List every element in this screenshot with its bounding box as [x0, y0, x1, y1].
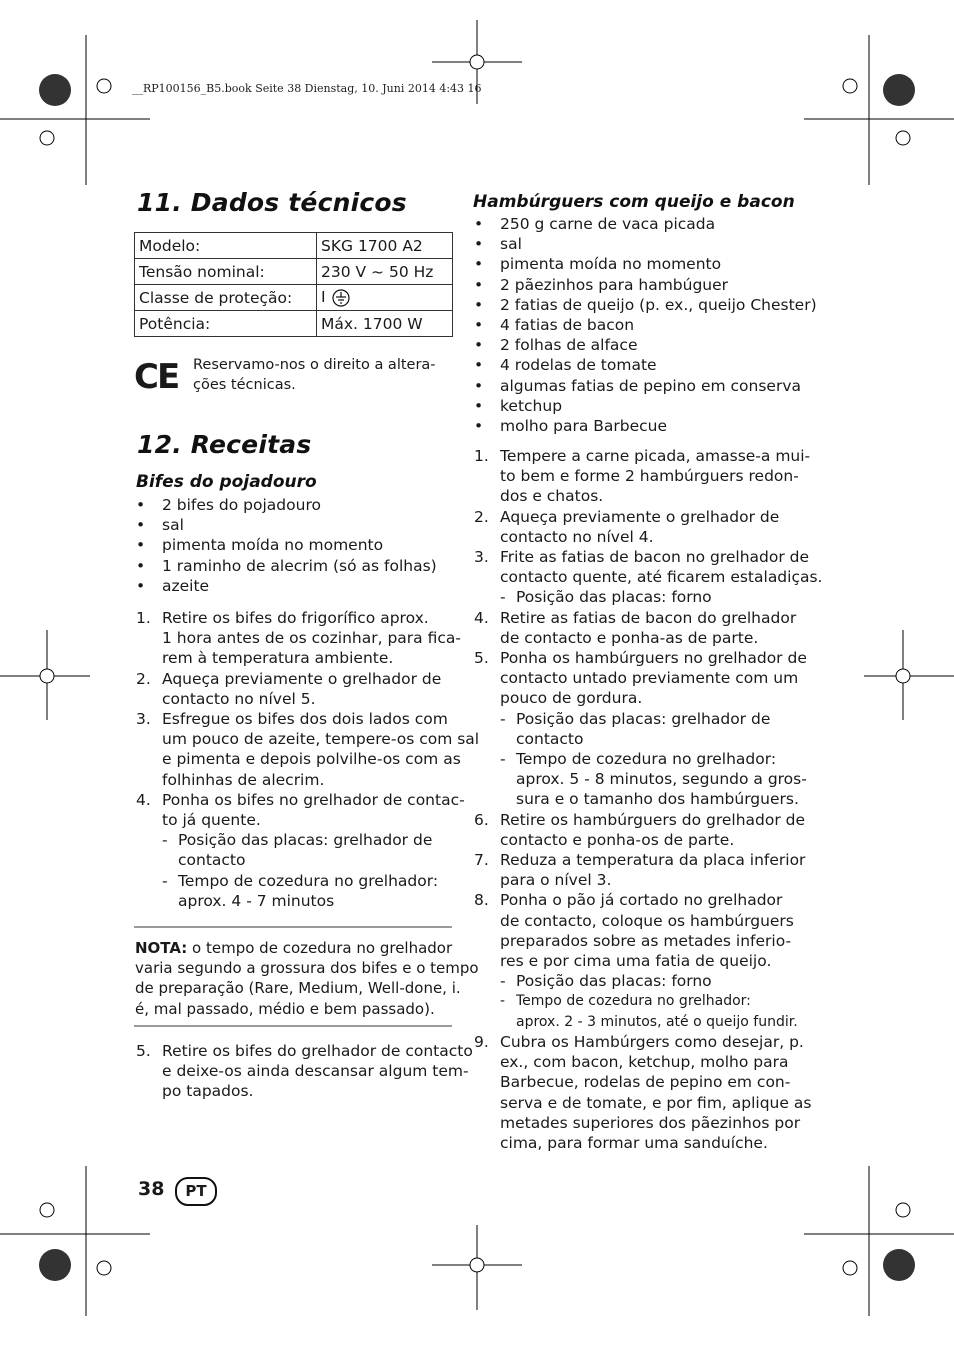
- list-item: • 2 folhas de alface: [474, 335, 817, 355]
- step-line: para o nível 3.: [500, 871, 612, 890]
- step-number: 3.: [474, 548, 489, 567]
- step-item: [136, 669, 479, 709]
- step-line: metades superiores dos pãezinhos por: [500, 1113, 801, 1132]
- hamburgers-ingredients: [474, 214, 817, 436]
- hamburgers-title: Hambúrguers com queijo e bacon: [473, 192, 795, 212]
- step-item: [474, 608, 822, 648]
- step-line: po tapados.: [162, 1082, 254, 1101]
- spec-value-cell: [317, 285, 453, 311]
- step-number: 9.: [474, 1032, 489, 1051]
- step-line: Tempere a carne picada, amasse-a mui-: [500, 447, 811, 465]
- step-number: 7.: [474, 851, 489, 870]
- step-line: Retire os bifes do grelhador de contacto: [162, 1042, 473, 1060]
- sub-step: - Posição das placas: forno: [500, 971, 822, 991]
- spec-row: [135, 259, 453, 285]
- list-item: • 250 g carne de vaca picada: [474, 214, 817, 234]
- sub-step-line: Tempo de cozedura no grelhador:: [178, 871, 439, 890]
- step-line: Reduza a temperatura da placa inferior: [500, 851, 806, 870]
- list-item: • azeite: [136, 576, 437, 596]
- reservation-line: Reservamo-nos o direito a altera-: [193, 357, 436, 373]
- list-item: • 2 pãezinhos para hambúguer: [474, 275, 817, 295]
- list-item: • 2 bifes do pojadouro: [136, 495, 437, 515]
- list-item: • 4 fatias de bacon: [474, 315, 817, 335]
- spec-label: Classe de proteção:: [135, 285, 317, 311]
- language-badge: PT: [175, 1177, 217, 1206]
- step-item: [474, 890, 822, 1031]
- file-info-header: __RP100156_B5.book Seite 38 Dienstag, 10. Juni 2014 4:43 16: [132, 82, 482, 95]
- step-line: pouco de gordura.: [500, 689, 643, 708]
- list-item: • pimenta moída no momento: [474, 254, 817, 274]
- list-item: • molho para Barbecue: [474, 416, 817, 436]
- step-number: 2.: [136, 669, 151, 688]
- step-item: [474, 446, 822, 507]
- step-number: 2.: [474, 507, 489, 526]
- sub-step: - Posição das placas: forno: [500, 587, 822, 607]
- step-number: 1.: [474, 447, 489, 465]
- note-line: o tempo de cozedura no grelhador: [192, 939, 453, 957]
- step-line: Ponha os hambúrguers no grelhador de: [500, 649, 807, 668]
- step-number: 3.: [136, 710, 151, 729]
- step-item: [474, 547, 822, 608]
- sub-step-line: Tempo de cozedura no grelhador:: [516, 750, 777, 769]
- step-line: rem à temperatura ambiente.: [162, 649, 394, 668]
- reservation-note: [193, 355, 436, 395]
- sub-step-line: aprox. 5 - 8 minutos, segundo a gros-: [516, 770, 807, 789]
- step-item: [474, 850, 822, 890]
- step-line: Frite as fatias de bacon no grelhador de: [500, 548, 810, 567]
- step-number: 1.: [136, 609, 151, 627]
- note-line: de preparação (Rare, Medium, Well-done, i.: [135, 979, 461, 998]
- sub-step-line: sura e o tamanho dos hambúrguers.: [516, 790, 799, 809]
- step-line: e deixe-os ainda descansar algum tem-: [162, 1062, 469, 1081]
- step-number: 5.: [136, 1042, 151, 1060]
- sub-step: - Tempo de cozedura no grelhador: aprox. 2 - 3 minutos, até o queijo fundir.: [500, 991, 822, 1031]
- note-box: [135, 938, 479, 1019]
- spec-label: Potência:: [135, 311, 317, 337]
- list-item: • 2 fatias de queijo (p. ex., queijo Chester): [474, 295, 817, 315]
- step-line: Aqueça previamente o grelhador de: [500, 507, 780, 526]
- step-line: res e por cima uma fatia de queijo.: [500, 952, 772, 971]
- section-12-title: 12. Receitas: [137, 430, 312, 459]
- sub-step-line: Posição das placas: grelhador de: [516, 709, 771, 728]
- sub-step-line: Posição das placas: grelhador de: [178, 831, 433, 850]
- step-line: Barbecue, rodelas de pepino em con-: [500, 1073, 791, 1092]
- step-line: Aqueça previamente o grelhador de: [162, 669, 442, 688]
- step-line: Ponha o pão já cortado no grelhador: [500, 891, 783, 910]
- step-item: [474, 507, 822, 547]
- step-item: [474, 810, 822, 850]
- spec-value: Máx. 1700 W: [317, 311, 453, 337]
- list-item: • ketchup: [474, 396, 817, 416]
- step-number: 6.: [474, 810, 489, 829]
- list-item: • pimenta moída no momento: [136, 535, 437, 555]
- step-item: [136, 709, 479, 790]
- step-line: Retire os bifes do frigorífico aprox.: [162, 609, 429, 627]
- spec-row: [135, 233, 453, 259]
- spec-label: Tensão nominal:: [135, 259, 317, 285]
- step-item: [474, 648, 822, 810]
- bifes-steps: [136, 608, 479, 911]
- step-line: dos e chatos.: [500, 487, 604, 506]
- spec-row: [135, 285, 453, 311]
- step-line: to bem e forme 2 hambúrguers redon-: [500, 467, 799, 486]
- step-number: 4.: [136, 790, 151, 809]
- step-line: contacto untado previamente com um: [500, 669, 799, 688]
- page-number: 38: [138, 1178, 165, 1200]
- ce-mark-icon: CE: [134, 357, 179, 397]
- step-line: to já quente.: [162, 811, 261, 830]
- step-line: de contacto, coloque os hambúrguers: [500, 911, 794, 930]
- step-line: Esfregue os bifes dos dois lados com: [162, 710, 448, 729]
- step-line: Cubra os Hambúrgers como desejar, p.: [500, 1032, 804, 1051]
- step-line: 1 hora antes de os cozinhar, para fica-: [162, 629, 461, 648]
- spec-value: 230 V ~ 50 Hz: [317, 259, 453, 285]
- bifes-ingredients: [136, 495, 437, 596]
- step-number: 8.: [474, 891, 489, 910]
- list-item: • sal: [474, 234, 817, 254]
- step-line: contacto no nível 5.: [162, 689, 316, 708]
- sub-step-line: aprox. 2 - 3 minutos, até o queijo fundir.: [516, 1013, 798, 1030]
- section-11-title: 11. Dados técnicos: [137, 188, 407, 217]
- list-item: • sal: [136, 515, 437, 535]
- step-item: [136, 608, 479, 669]
- sub-step-line: Tempo de cozedura no grelhador:: [516, 993, 751, 1010]
- spec-value: I: [321, 288, 326, 307]
- sub-step: - Posição das placas: grelhador de contacto: [162, 830, 479, 870]
- step-line: ex., com bacon, ketchup, molho para: [500, 1053, 789, 1072]
- sub-step-line: contacto: [178, 851, 246, 870]
- step-line: cima, para formar uma sanduíche.: [500, 1133, 768, 1152]
- step-item: [136, 1041, 473, 1102]
- sub-step: - Tempo de cozedura no grelhador: aprox. 5 - 8 minutos, segundo a gros- sura e o tamanho dos hambúrguers.: [500, 749, 822, 810]
- bifes-step-5: [136, 1041, 473, 1102]
- note-line: é, mal passado, médio e bem passado).: [135, 999, 435, 1018]
- note-divider-top: [134, 926, 452, 928]
- bifes-title: Bifes do pojadouro: [136, 472, 317, 492]
- list-item: • 1 raminho de alecrim (só as folhas): [136, 556, 437, 576]
- step-line: contacto e ponha-os de parte.: [500, 830, 735, 849]
- protective-earth-icon: [332, 289, 350, 307]
- reservation-line: ções técnicas.: [193, 377, 296, 394]
- step-line: folhinhas de alecrim.: [162, 770, 325, 789]
- sub-step-line: Posição das placas: forno: [516, 972, 712, 991]
- spec-row: [135, 311, 453, 337]
- step-line: contacto no nível 4.: [500, 527, 654, 546]
- note-line: varia segundo a grossura dos bifes e o tempo: [135, 959, 479, 978]
- step-line: de contacto e ponha-as de parte.: [500, 628, 759, 647]
- sub-step-line: contacto: [516, 729, 584, 748]
- step-line: Ponha os bifes no grelhador de contac-: [162, 790, 465, 809]
- step-line: e pimenta e depois polvilhe-os com as: [162, 750, 461, 769]
- step-line: um pouco de azeite, tempere-os com sal: [162, 730, 480, 749]
- spec-label: Modelo:: [135, 233, 317, 259]
- step-line: serva e de tomate, e por fim, aplique as: [500, 1093, 812, 1112]
- step-line: contacto quente, até ficarem estaladiças.: [500, 568, 823, 587]
- step-line: Retire os hambúrguers do grelhador de: [500, 810, 806, 829]
- step-item: [474, 1032, 822, 1153]
- sub-step-line: aprox. 4 - 7 minutos: [178, 891, 335, 910]
- step-number: 4.: [474, 608, 489, 627]
- sub-step: - Posição das placas: grelhador de contacto: [500, 709, 822, 749]
- step-line: preparados sobre as metades inferio-: [500, 931, 792, 950]
- list-item: • algumas fatias de pepino em conserva: [474, 376, 817, 396]
- step-number: 5.: [474, 649, 489, 668]
- note-divider-bottom: [134, 1025, 452, 1027]
- sub-step: - Tempo de cozedura no grelhador: aprox. 4 - 7 minutos: [162, 871, 479, 911]
- hamburgers-steps: [474, 446, 822, 1153]
- note-label: NOTA:: [135, 939, 188, 957]
- spec-value: SKG 1700 A2: [317, 233, 453, 259]
- spec-table: [134, 232, 453, 337]
- list-item: • 4 rodelas de tomate: [474, 355, 817, 375]
- sub-step-line: Posição das placas: forno: [516, 588, 712, 607]
- step-item: [136, 790, 479, 911]
- step-line: Retire as fatias de bacon do grelhador: [500, 608, 797, 627]
